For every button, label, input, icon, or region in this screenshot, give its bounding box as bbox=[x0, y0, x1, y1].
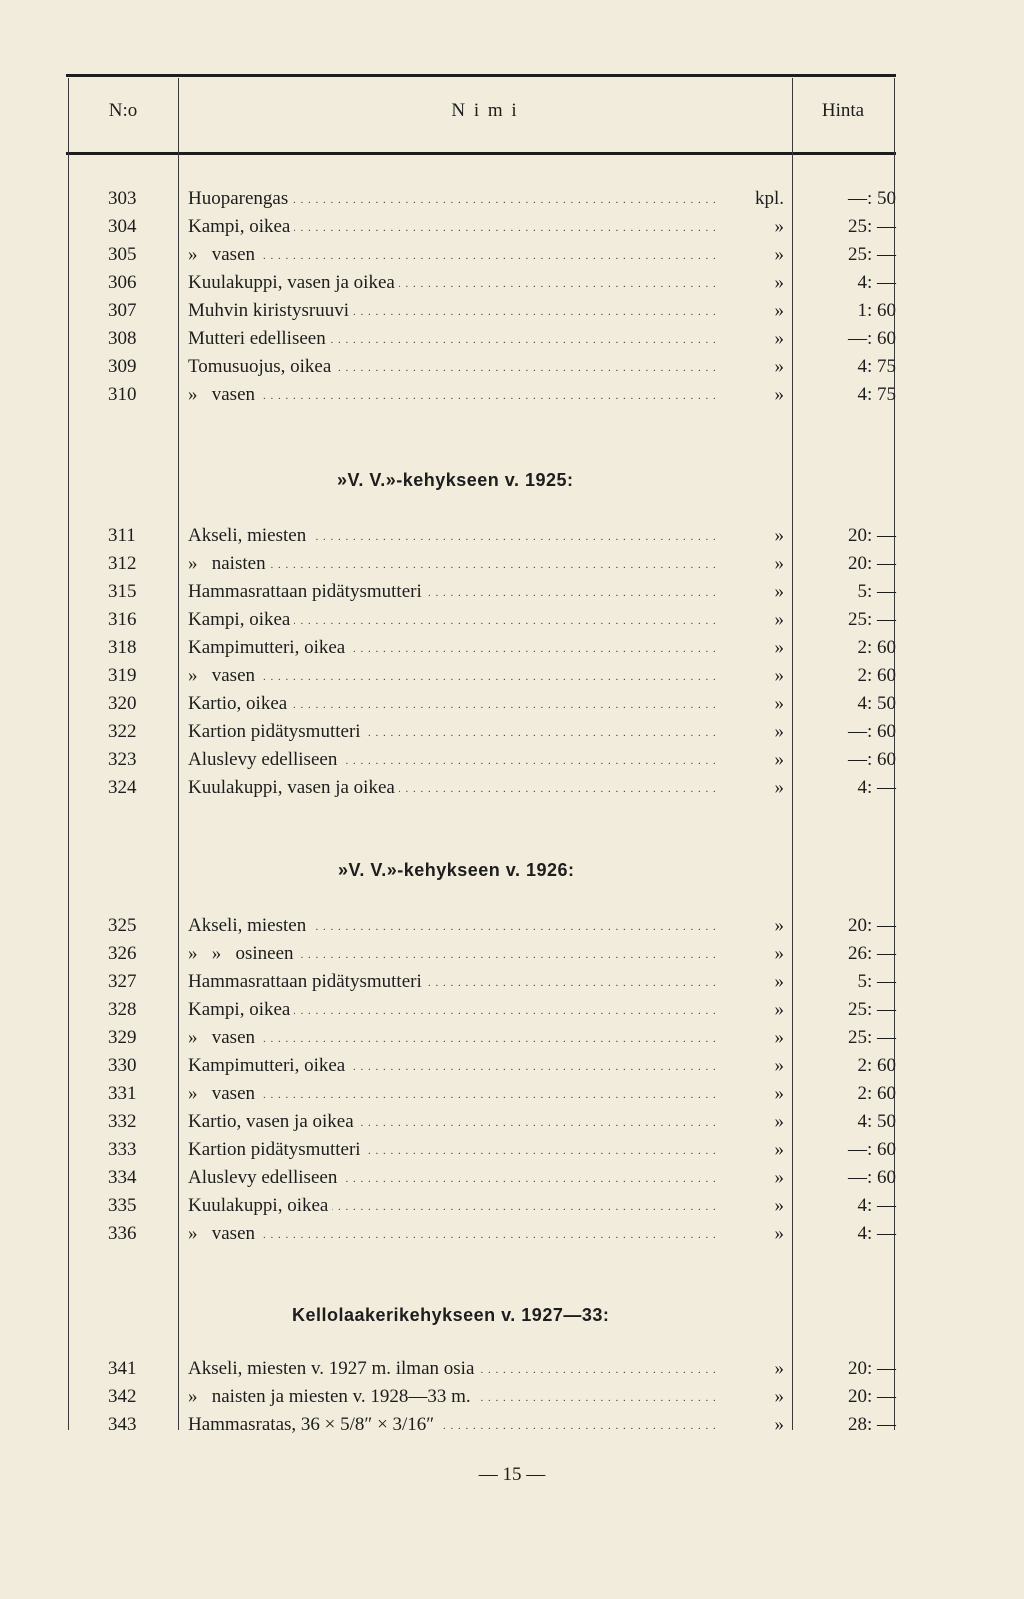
item-unit: » bbox=[774, 1223, 784, 1244]
item-unit: » bbox=[774, 693, 784, 714]
item-name bbox=[188, 1055, 733, 1077]
item-number: 325 bbox=[108, 915, 137, 936]
item-number: 306 bbox=[108, 272, 137, 293]
item-number: 343 bbox=[108, 1414, 137, 1435]
item-number: 329 bbox=[108, 1027, 137, 1048]
item-number: 331 bbox=[108, 1083, 137, 1104]
item-name-text: Kampi, oikea bbox=[188, 999, 294, 1020]
item-unit: » bbox=[774, 999, 784, 1020]
item-name bbox=[188, 665, 733, 687]
item-name-text: Kampimutteri, oikea bbox=[188, 637, 349, 658]
item-price: 25: — bbox=[847, 609, 896, 630]
item-price: 25: — bbox=[847, 999, 896, 1020]
item-unit: » bbox=[774, 1083, 784, 1104]
item-name bbox=[188, 693, 733, 715]
list-item bbox=[0, 1055, 1024, 1083]
section-title-1925: »V. V.»-kehykseen v. 1925: bbox=[337, 470, 574, 490]
item-name-text: Aluslevy edelliseen bbox=[188, 1167, 341, 1188]
page-number: — 15 — bbox=[478, 1464, 546, 1485]
item-name-text: Kampi, oikea bbox=[188, 216, 294, 237]
list-item bbox=[0, 943, 1024, 971]
item-number: 312 bbox=[108, 553, 137, 574]
item-name-text: Hammasrattaan pidätysmutteri bbox=[188, 581, 426, 602]
item-price: 26: — bbox=[847, 943, 896, 964]
item-price: 20: — bbox=[847, 1386, 896, 1407]
list-item bbox=[0, 915, 1024, 943]
list-item bbox=[0, 272, 1024, 300]
item-number: 336 bbox=[108, 1223, 137, 1244]
column-header-price: Hinta bbox=[821, 100, 865, 121]
item-name-text: » vasen bbox=[188, 665, 259, 686]
item-unit: » bbox=[774, 915, 784, 936]
item-unit: » bbox=[774, 384, 784, 405]
list-item bbox=[0, 525, 1024, 553]
item-name-text: Kartio, oikea bbox=[188, 693, 291, 714]
item-number: 307 bbox=[108, 300, 137, 321]
item-number: 328 bbox=[108, 999, 137, 1020]
item-name bbox=[188, 328, 733, 350]
item-price: 4: — bbox=[857, 1223, 896, 1244]
item-number: 341 bbox=[108, 1358, 137, 1379]
item-name bbox=[188, 637, 733, 659]
item-price: 4: — bbox=[857, 777, 896, 798]
item-name bbox=[188, 216, 733, 238]
list-item bbox=[0, 1414, 1024, 1442]
item-name bbox=[188, 244, 733, 266]
item-name-text: Kampimutteri, oikea bbox=[188, 1055, 349, 1076]
header-bottom-rule bbox=[66, 152, 896, 155]
item-price: 4: — bbox=[857, 1195, 896, 1216]
item-price: —: 50 bbox=[847, 188, 896, 209]
item-price: 20: — bbox=[847, 1358, 896, 1379]
list-item bbox=[0, 1195, 1024, 1223]
item-unit: » bbox=[774, 721, 784, 742]
item-name bbox=[188, 1414, 733, 1436]
item-name bbox=[188, 1386, 733, 1408]
item-name bbox=[188, 1139, 733, 1161]
item-price: —: 60 bbox=[847, 1167, 896, 1188]
item-unit: » bbox=[774, 1139, 784, 1160]
list-item bbox=[0, 216, 1024, 244]
item-number: 310 bbox=[108, 384, 137, 405]
item-number: 304 bbox=[108, 216, 137, 237]
item-number: 322 bbox=[108, 721, 137, 742]
item-price: —: 60 bbox=[847, 1139, 896, 1160]
list-item bbox=[0, 188, 1024, 216]
item-unit: » bbox=[774, 749, 784, 770]
section-title-1926: »V. V.»-kehykseen v. 1926: bbox=[338, 860, 575, 880]
item-unit: » bbox=[774, 1195, 784, 1216]
item-price: —: 60 bbox=[847, 721, 896, 742]
item-name bbox=[188, 1167, 733, 1189]
item-name bbox=[188, 721, 733, 743]
item-name bbox=[188, 915, 733, 937]
item-price: 2: 60 bbox=[857, 665, 896, 686]
item-name bbox=[188, 999, 733, 1021]
item-name bbox=[188, 188, 733, 210]
item-price: —: 60 bbox=[847, 749, 896, 770]
item-price: 2: 60 bbox=[857, 1055, 896, 1076]
item-number: 305 bbox=[108, 244, 137, 265]
list-item bbox=[0, 665, 1024, 693]
item-name-text: Muhvin kiristysruuvi bbox=[188, 300, 353, 321]
list-item bbox=[0, 1027, 1024, 1055]
top-rule bbox=[66, 74, 896, 77]
item-number: 315 bbox=[108, 581, 137, 602]
item-name-text: » naisten ja miesten v. 1928—33 m. bbox=[188, 1386, 475, 1407]
item-number: 320 bbox=[108, 693, 137, 714]
item-unit: » bbox=[774, 328, 784, 349]
item-unit: » bbox=[774, 300, 784, 321]
item-name-text: » vasen bbox=[188, 384, 259, 405]
item-name-text: Kartion pidätysmutteri bbox=[188, 721, 365, 742]
item-unit: » bbox=[774, 1027, 784, 1048]
column-header-no: N:o bbox=[108, 100, 138, 121]
item-number: 332 bbox=[108, 1111, 137, 1132]
item-name-text: Kartio, vasen ja oikea bbox=[188, 1111, 358, 1132]
item-unit: » bbox=[774, 244, 784, 265]
item-price: 4: — bbox=[857, 272, 896, 293]
item-number: 309 bbox=[108, 356, 137, 377]
column-header-name: N i m i bbox=[451, 100, 519, 121]
item-unit: » bbox=[774, 1358, 784, 1379]
item-price: 25: — bbox=[847, 216, 896, 237]
item-number: 318 bbox=[108, 637, 137, 658]
item-name bbox=[188, 300, 733, 322]
item-name bbox=[188, 581, 733, 603]
item-name bbox=[188, 971, 733, 993]
item-name-text: Aluslevy edelliseen bbox=[188, 749, 341, 770]
item-name-text: » vasen bbox=[188, 1223, 259, 1244]
list-item bbox=[0, 777, 1024, 805]
item-name-text: Kuulakuppi, vasen ja oikea bbox=[188, 272, 399, 293]
item-name-text: » vasen bbox=[188, 1027, 259, 1048]
item-unit: kpl. bbox=[754, 188, 784, 209]
item-unit: » bbox=[774, 637, 784, 658]
list-item bbox=[0, 1358, 1024, 1386]
list-item bbox=[0, 581, 1024, 609]
item-name bbox=[188, 1111, 733, 1133]
item-price: 5: — bbox=[857, 971, 896, 992]
item-unit: » bbox=[774, 777, 784, 798]
item-number: 303 bbox=[108, 188, 137, 209]
list-item bbox=[0, 609, 1024, 637]
item-price: 1: 60 bbox=[857, 300, 896, 321]
item-name-text: Tomusuojus, oikea bbox=[188, 356, 335, 377]
item-price: 20: — bbox=[847, 915, 896, 936]
section-title-1927-33: Kellolaakerikehykseen v. 1927—33: bbox=[292, 1305, 610, 1325]
item-number: 330 bbox=[108, 1055, 137, 1076]
item-number: 324 bbox=[108, 777, 137, 798]
item-number: 333 bbox=[108, 1139, 137, 1160]
list-item bbox=[0, 637, 1024, 665]
list-item bbox=[0, 244, 1024, 272]
item-name-text: Kuulakuppi, oikea bbox=[188, 1195, 332, 1216]
item-name-text: Mutteri edelliseen bbox=[188, 328, 330, 349]
item-price: 20: — bbox=[847, 553, 896, 574]
item-name bbox=[188, 1027, 733, 1049]
item-number: 335 bbox=[108, 1195, 137, 1216]
item-name bbox=[188, 384, 733, 406]
item-number: 316 bbox=[108, 609, 137, 630]
item-name-text: Hammasrattaan pidätysmutteri bbox=[188, 971, 426, 992]
item-price: 20: — bbox=[847, 525, 896, 546]
list-item bbox=[0, 749, 1024, 777]
list-item bbox=[0, 1167, 1024, 1195]
item-unit: » bbox=[774, 581, 784, 602]
list-item bbox=[0, 1386, 1024, 1414]
item-name-text: Akseli, miesten bbox=[188, 525, 310, 546]
item-unit: » bbox=[774, 553, 784, 574]
list-item bbox=[0, 384, 1024, 412]
list-item bbox=[0, 1083, 1024, 1111]
item-price: 4: 75 bbox=[857, 356, 896, 377]
item-name bbox=[188, 1083, 733, 1105]
item-price: —: 60 bbox=[847, 328, 896, 349]
list-item bbox=[0, 999, 1024, 1027]
item-price: 2: 60 bbox=[857, 1083, 896, 1104]
item-number: 311 bbox=[108, 525, 136, 546]
item-name bbox=[188, 525, 733, 547]
item-price: 2: 60 bbox=[857, 637, 896, 658]
list-item bbox=[0, 1111, 1024, 1139]
item-name-text: Akseli, miesten bbox=[188, 915, 310, 936]
item-unit: » bbox=[774, 1167, 784, 1188]
item-name-text: Akseli, miesten v. 1927 m. ilman osia bbox=[188, 1358, 478, 1379]
item-name bbox=[188, 777, 733, 799]
list-item bbox=[0, 328, 1024, 356]
item-price: 4: 50 bbox=[857, 693, 896, 714]
item-name-text: » naisten bbox=[188, 553, 270, 574]
item-name-text: Huoparengas bbox=[188, 188, 292, 209]
item-number: 326 bbox=[108, 943, 137, 964]
item-name-text: Kampi, oikea bbox=[188, 609, 294, 630]
list-item bbox=[0, 1139, 1024, 1167]
item-unit: » bbox=[774, 971, 784, 992]
item-name-text: Hammasratas, 36 × 5/8″ × 3/16″ bbox=[188, 1414, 438, 1435]
item-number: 342 bbox=[108, 1386, 137, 1407]
item-name bbox=[188, 1223, 733, 1245]
item-name-text: Kuulakuppi, vasen ja oikea bbox=[188, 777, 399, 798]
item-price: 28: — bbox=[847, 1414, 896, 1435]
item-number: 327 bbox=[108, 971, 137, 992]
item-unit: » bbox=[774, 216, 784, 237]
item-name-text: » vasen bbox=[188, 1083, 259, 1104]
item-unit: » bbox=[774, 1386, 784, 1407]
item-number: 323 bbox=[108, 749, 137, 770]
list-item bbox=[0, 356, 1024, 384]
item-name bbox=[188, 1195, 733, 1217]
item-number: 308 bbox=[108, 328, 137, 349]
item-unit: » bbox=[774, 1055, 784, 1076]
item-name bbox=[188, 609, 733, 631]
list-item bbox=[0, 971, 1024, 999]
item-name bbox=[188, 272, 733, 294]
item-unit: » bbox=[774, 609, 784, 630]
item-unit: » bbox=[774, 1111, 784, 1132]
item-number: 319 bbox=[108, 665, 137, 686]
list-item bbox=[0, 721, 1024, 749]
item-name bbox=[188, 943, 733, 965]
item-unit: » bbox=[774, 272, 784, 293]
item-price: 4: 75 bbox=[857, 384, 896, 405]
item-price: 5: — bbox=[857, 581, 896, 602]
list-item bbox=[0, 553, 1024, 581]
item-price: 4: 50 bbox=[857, 1111, 896, 1132]
item-price: 25: — bbox=[847, 1027, 896, 1048]
item-number: 334 bbox=[108, 1167, 137, 1188]
list-item bbox=[0, 1223, 1024, 1251]
item-name-text: » vasen bbox=[188, 244, 259, 265]
item-name bbox=[188, 356, 733, 378]
item-price: 25: — bbox=[847, 244, 896, 265]
item-unit: » bbox=[774, 525, 784, 546]
item-unit: » bbox=[774, 1414, 784, 1435]
item-name bbox=[188, 1358, 733, 1380]
item-name-text: Kartion pidätysmutteri bbox=[188, 1139, 365, 1160]
item-unit: » bbox=[774, 665, 784, 686]
list-item bbox=[0, 300, 1024, 328]
item-unit: » bbox=[774, 356, 784, 377]
item-name-text: » » osineen bbox=[188, 943, 298, 964]
item-name bbox=[188, 553, 733, 575]
item-name bbox=[188, 749, 733, 771]
list-item bbox=[0, 693, 1024, 721]
item-unit: » bbox=[774, 943, 784, 964]
